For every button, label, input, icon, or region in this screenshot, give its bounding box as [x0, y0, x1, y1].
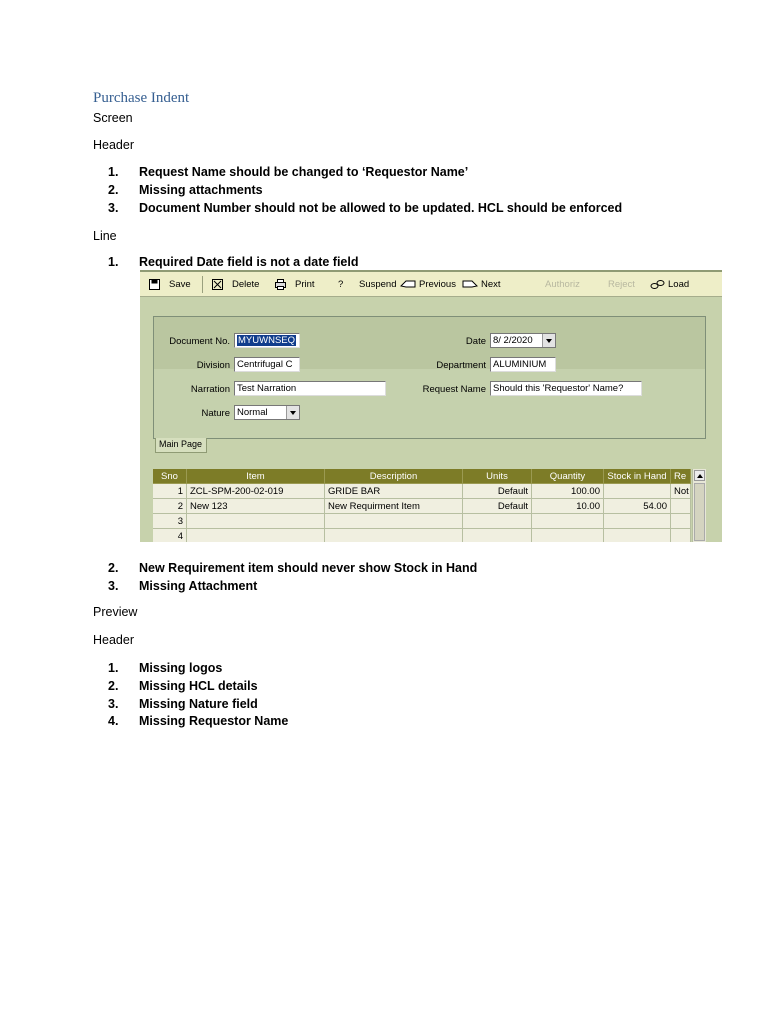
division-label: Division	[196, 360, 230, 371]
table-cell[interactable]	[463, 514, 532, 529]
date-label: Date	[465, 336, 486, 347]
delete-button[interactable]: Delete	[212, 277, 259, 292]
list-item: 4. Missing Requestor Name	[108, 714, 289, 729]
document-no-label: Document No.	[169, 336, 230, 347]
document-title: Purchase Indent	[93, 90, 190, 106]
table-cell[interactable]: 10.00	[532, 499, 604, 514]
line-heading: Line	[93, 229, 117, 243]
screen-heading: Screen	[93, 111, 133, 125]
chevron-down-icon[interactable]	[542, 334, 555, 347]
table-row[interactable]	[153, 484, 691, 499]
date-picker[interactable]: 8/ 2/2020	[490, 333, 556, 348]
line-issues-list-continued	[108, 561, 478, 597]
chain-link-icon	[650, 279, 665, 290]
column-header[interactable]: Item	[187, 469, 325, 484]
nature-select[interactable]: Normal	[234, 405, 300, 420]
save-button[interactable]: Save	[149, 277, 191, 292]
table-cell[interactable]: Default	[463, 499, 532, 514]
chevron-down-icon[interactable]	[286, 406, 299, 419]
printer-icon	[275, 279, 286, 290]
table-row[interactable]	[153, 514, 691, 529]
table-cell[interactable]: Not	[671, 484, 691, 499]
tab-main-page[interactable]: Main Page	[155, 438, 207, 453]
narration-field[interactable]: Test Narration	[234, 381, 386, 396]
help-button[interactable]: ?	[338, 279, 344, 290]
suspend-button[interactable]: Suspend	[359, 279, 397, 290]
table-cell[interactable]: 2	[153, 499, 187, 514]
department-field[interactable]: ALUMINIUM	[490, 357, 556, 372]
scrollbar-thumb[interactable]	[694, 483, 705, 541]
table-cell[interactable]	[463, 529, 532, 542]
list-item: 1. Request Name should be changed to ‘Requestor Name’	[108, 165, 469, 179]
header-issues-list	[108, 165, 623, 218]
list-item: 3. Document Number should not be allowed to be updated. HCL should be enforced	[108, 200, 623, 215]
table-cell[interactable]	[187, 529, 325, 542]
table-cell[interactable]: 1	[153, 484, 187, 499]
hand-right-icon	[462, 279, 478, 290]
list-item: 2. Missing HCL details	[108, 678, 258, 693]
table-cell[interactable]	[604, 514, 671, 529]
table-cell[interactable]	[671, 499, 691, 514]
next-button[interactable]: Next	[462, 277, 501, 292]
table-cell[interactable]	[325, 514, 463, 529]
table-cell[interactable]: Default	[463, 484, 532, 499]
table-cell[interactable]: GRIDE BAR	[325, 484, 463, 499]
department-label: Department	[436, 360, 486, 371]
request-name-label: Request Name	[422, 384, 486, 395]
table-cell[interactable]	[671, 514, 691, 529]
floppy-disk-icon	[149, 279, 160, 290]
column-header[interactable]: Stock in Hand	[604, 469, 671, 484]
preview-header-heading: Header	[93, 633, 134, 647]
table-cell[interactable]: New Requirment Item	[325, 499, 463, 514]
table-cell[interactable]: ZCL-SPM-200-02-019	[187, 484, 325, 499]
table-cell[interactable]	[187, 514, 325, 529]
column-header[interactable]: Sno	[153, 469, 187, 484]
authorize-button[interactable]: Authoriz	[545, 279, 580, 290]
print-button[interactable]: Print	[275, 277, 315, 292]
table-cell[interactable]	[604, 484, 671, 499]
document-no-field[interactable]: MYUWNSEQ	[234, 333, 300, 348]
form-panel	[153, 316, 706, 439]
embedded-screenshot	[140, 270, 722, 542]
table-row[interactable]	[153, 499, 691, 514]
delete-x-icon	[212, 279, 223, 290]
column-header[interactable]: Quantity	[532, 469, 604, 484]
table-cell[interactable]	[671, 529, 691, 542]
table-cell[interactable]	[532, 514, 604, 529]
column-header[interactable]: Re	[671, 469, 691, 484]
list-item: 1. Missing logos	[108, 661, 223, 675]
division-field[interactable]: Centrifugal C	[234, 357, 300, 372]
list-item: 2. Missing attachments	[108, 182, 263, 197]
grid-scrollbar[interactable]	[692, 469, 706, 542]
toolbar-separator	[202, 276, 203, 293]
preview-issues-list	[108, 661, 289, 732]
table-cell[interactable]: 54.00	[604, 499, 671, 514]
toolbar	[140, 272, 722, 297]
list-item: 3. Missing Attachment	[108, 578, 258, 593]
column-header[interactable]: Units	[463, 469, 532, 484]
table-cell[interactable]: 100.00	[532, 484, 604, 499]
list-item: 2. New Requirement item should never show Stock in Hand	[108, 561, 478, 575]
reject-button[interactable]: Reject	[608, 279, 635, 290]
grid-header-row	[153, 469, 691, 484]
hand-left-icon	[400, 279, 416, 290]
scroll-up-icon[interactable]	[694, 470, 705, 481]
narration-label: Narration	[190, 384, 230, 395]
table-cell[interactable]	[604, 529, 671, 542]
previous-button[interactable]: Previous	[400, 277, 456, 292]
table-cell[interactable]	[532, 529, 604, 542]
nature-label: Nature	[201, 408, 230, 419]
preview-heading: Preview	[93, 605, 138, 619]
header-heading: Header	[93, 138, 134, 152]
table-cell[interactable]: New 123	[187, 499, 325, 514]
request-name-field[interactable]: Should this 'Requestor' Name?	[490, 381, 642, 396]
table-cell[interactable]: 3	[153, 514, 187, 529]
list-item: 3. Missing Nature field	[108, 696, 258, 711]
table-row[interactable]	[153, 529, 691, 542]
list-item: 1. Required Date field is not a date field	[108, 255, 359, 269]
table-cell[interactable]: 4	[153, 529, 187, 542]
column-header[interactable]: Description	[325, 469, 463, 484]
load-button[interactable]: Load	[650, 277, 689, 292]
table-cell[interactable]	[325, 529, 463, 542]
